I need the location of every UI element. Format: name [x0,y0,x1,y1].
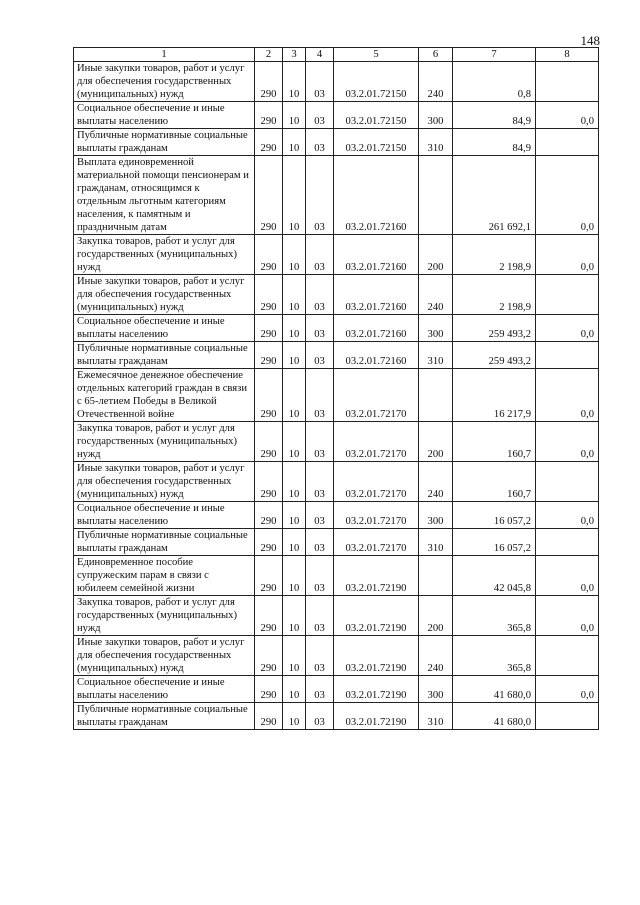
target-article-cell: 03.2.01.72190 [334,596,419,636]
table-row [74,235,599,275]
expense-type-cell [419,156,453,235]
amount-cell: 259 493,2 [453,342,536,369]
amount-extra-cell: 0,0 [536,156,599,235]
header-cell: 1 [74,48,255,62]
table-row [74,556,599,596]
section-cell: 10 [283,275,306,315]
expense-type-cell: 300 [419,315,453,342]
subsection-cell: 03 [306,62,334,102]
code-cell: 290 [255,676,283,703]
amount-extra-cell: 0,0 [536,502,599,529]
code-cell: 290 [255,703,283,730]
row-name-cell: Иные закупки товаров, работ и услуг для обеспечения государственных (муниципальных) нужд [74,636,255,676]
code-cell: 290 [255,315,283,342]
expense-type-cell: 200 [419,422,453,462]
table-row [74,462,599,502]
amount-extra-cell [536,703,599,730]
budget-table [73,47,599,730]
subsection-cell: 03 [306,636,334,676]
table-row [74,62,599,102]
section-cell: 10 [283,529,306,556]
subsection-cell: 03 [306,462,334,502]
row-name-cell: Иные закупки товаров, работ и услуг для обеспечения государственных (муниципальных) нужд [74,462,255,502]
amount-extra-cell [536,636,599,676]
header-cell: 7 [453,48,536,62]
section-cell: 10 [283,315,306,342]
section-cell: 10 [283,102,306,129]
section-cell: 10 [283,129,306,156]
subsection-cell: 03 [306,102,334,129]
section-cell: 10 [283,676,306,703]
amount-extra-cell [536,129,599,156]
amount-cell: 84,9 [453,102,536,129]
page-number: 148 [580,33,600,48]
expense-type-cell [419,556,453,596]
amount-cell: 365,8 [453,596,536,636]
amount-cell: 41 680,0 [453,676,536,703]
target-article-cell: 03.2.01.72190 [334,703,419,730]
subsection-cell: 03 [306,275,334,315]
table-row [74,422,599,462]
table-row [74,369,599,422]
row-name-cell: Социальное обеспечение и иные выплаты населению [74,676,255,703]
target-article-cell: 03.2.01.72190 [334,556,419,596]
expense-type-cell: 300 [419,102,453,129]
table-row [74,703,599,730]
code-cell: 290 [255,502,283,529]
table-row [74,596,599,636]
expense-type-cell: 240 [419,462,453,502]
subsection-cell: 03 [306,129,334,156]
code-cell: 290 [255,422,283,462]
code-cell: 290 [255,129,283,156]
table-row [74,502,599,529]
amount-cell: 261 692,1 [453,156,536,235]
amount-cell: 160,7 [453,422,536,462]
target-article-cell: 03.2.01.72160 [334,235,419,275]
expense-type-cell: 310 [419,703,453,730]
section-cell: 10 [283,703,306,730]
subsection-cell: 03 [306,342,334,369]
section-cell: 10 [283,502,306,529]
amount-extra-cell [536,462,599,502]
expense-type-cell: 240 [419,636,453,676]
amount-extra-cell: 0,0 [536,235,599,275]
code-cell: 290 [255,275,283,315]
expense-type-cell: 240 [419,275,453,315]
section-cell: 10 [283,556,306,596]
target-article-cell: 03.2.01.72150 [334,129,419,156]
row-name-cell: Публичные нормативные социальные выплаты гражданам [74,703,255,730]
table-row [74,129,599,156]
subsection-cell: 03 [306,422,334,462]
amount-cell: 365,8 [453,636,536,676]
row-name-cell: Единовременное пособие супружеским парам в связи с юбилеем семейной жизни [74,556,255,596]
row-name-cell: Публичные нормативные социальные выплаты гражданам [74,129,255,156]
code-cell: 290 [255,462,283,502]
target-article-cell: 03.2.01.72170 [334,502,419,529]
subsection-cell: 03 [306,502,334,529]
table-row [74,636,599,676]
target-article-cell: 03.2.01.72170 [334,462,419,502]
amount-cell: 84,9 [453,129,536,156]
section-cell: 10 [283,342,306,369]
amount-extra-cell [536,342,599,369]
subsection-cell: 03 [306,703,334,730]
row-name-cell: Иные закупки товаров, работ и услуг для обеспечения государственных (муниципальных) нужд [74,62,255,102]
section-cell: 10 [283,235,306,275]
table-row [74,275,599,315]
amount-extra-cell: 0,0 [536,315,599,342]
target-article-cell: 03.2.01.72170 [334,369,419,422]
code-cell: 290 [255,235,283,275]
section-cell: 10 [283,422,306,462]
amount-extra-cell: 0,0 [536,102,599,129]
amount-extra-cell: 0,0 [536,596,599,636]
row-name-cell: Закупка товаров, работ и услуг для государственных (муниципальных) нужд [74,596,255,636]
row-name-cell: Социальное обеспечение и иные выплаты населению [74,502,255,529]
amount-cell: 2 198,9 [453,275,536,315]
row-name-cell: Ежемесячное денежное обеспечение отдельных категорий граждан в связи с 65-летием Победы в Великой Отечественной войне [74,369,255,422]
row-name-cell: Публичные нормативные социальные выплаты гражданам [74,529,255,556]
amount-extra-cell: 0,0 [536,676,599,703]
row-name-cell: Социальное обеспечение и иные выплаты населению [74,315,255,342]
target-article-cell: 03.2.01.72150 [334,62,419,102]
amount-extra-cell: 0,0 [536,556,599,596]
code-cell: 290 [255,369,283,422]
subsection-cell: 03 [306,596,334,636]
target-article-cell: 03.2.01.72170 [334,422,419,462]
table-row [74,156,599,235]
table-row [74,342,599,369]
subsection-cell: 03 [306,369,334,422]
subsection-cell: 03 [306,676,334,703]
row-name-cell: Иные закупки товаров, работ и услуг для обеспечения государственных (муниципальных) нужд [74,275,255,315]
expense-type-cell: 310 [419,529,453,556]
header-cell: 5 [334,48,419,62]
subsection-cell: 03 [306,529,334,556]
code-cell: 290 [255,156,283,235]
expense-type-cell: 200 [419,596,453,636]
code-cell: 290 [255,102,283,129]
amount-cell: 259 493,2 [453,315,536,342]
amount-extra-cell: 0,0 [536,422,599,462]
expense-type-cell: 300 [419,676,453,703]
expense-type-cell: 240 [419,62,453,102]
target-article-cell: 03.2.01.72160 [334,342,419,369]
amount-extra-cell [536,62,599,102]
section-cell: 10 [283,369,306,422]
amount-cell: 42 045,8 [453,556,536,596]
row-name-cell: Выплата единовременной материальной помощи пенсионерам и гражданам, относящимся к отдельным льготным категориям населения, к памятным и праздничным датам [74,156,255,235]
header-cell: 2 [255,48,283,62]
row-name-cell: Закупка товаров, работ и услуг для государственных (муниципальных) нужд [74,422,255,462]
amount-cell: 41 680,0 [453,703,536,730]
expense-type-cell [419,369,453,422]
expense-type-cell: 300 [419,502,453,529]
amount-cell: 16 057,2 [453,502,536,529]
section-cell: 10 [283,156,306,235]
header-cell: 3 [283,48,306,62]
target-article-cell: 03.2.01.72160 [334,156,419,235]
target-article-cell: 03.2.01.72190 [334,636,419,676]
amount-cell: 2 198,9 [453,235,536,275]
target-article-cell: 03.2.01.72160 [334,315,419,342]
table-row [74,102,599,129]
header-cell: 4 [306,48,334,62]
section-cell: 10 [283,62,306,102]
code-cell: 290 [255,529,283,556]
table-row [74,315,599,342]
amount-extra-cell: 0,0 [536,369,599,422]
expense-type-cell: 310 [419,129,453,156]
expense-type-cell: 200 [419,235,453,275]
table-row [74,676,599,703]
amount-cell: 160,7 [453,462,536,502]
amount-cell: 16 057,2 [453,529,536,556]
target-article-cell: 03.2.01.72170 [334,529,419,556]
section-cell: 10 [283,596,306,636]
header-cell: 8 [536,48,599,62]
amount-cell: 16 217,9 [453,369,536,422]
subsection-cell: 03 [306,315,334,342]
header-cell: 6 [419,48,453,62]
amount-extra-cell [536,275,599,315]
subsection-cell: 03 [306,235,334,275]
target-article-cell: 03.2.01.72190 [334,676,419,703]
table-header-row [74,48,599,62]
row-name-cell: Закупка товаров, работ и услуг для государственных (муниципальных) нужд [74,235,255,275]
table-row [74,529,599,556]
code-cell: 290 [255,556,283,596]
code-cell: 290 [255,636,283,676]
target-article-cell: 03.2.01.72160 [334,275,419,315]
code-cell: 290 [255,596,283,636]
section-cell: 10 [283,636,306,676]
subsection-cell: 03 [306,556,334,596]
target-article-cell: 03.2.01.72150 [334,102,419,129]
row-name-cell: Социальное обеспечение и иные выплаты населению [74,102,255,129]
amount-cell: 0,8 [453,62,536,102]
amount-extra-cell [536,529,599,556]
section-cell: 10 [283,462,306,502]
expense-type-cell: 310 [419,342,453,369]
row-name-cell: Публичные нормативные социальные выплаты гражданам [74,342,255,369]
code-cell: 290 [255,62,283,102]
code-cell: 290 [255,342,283,369]
subsection-cell: 03 [306,156,334,235]
